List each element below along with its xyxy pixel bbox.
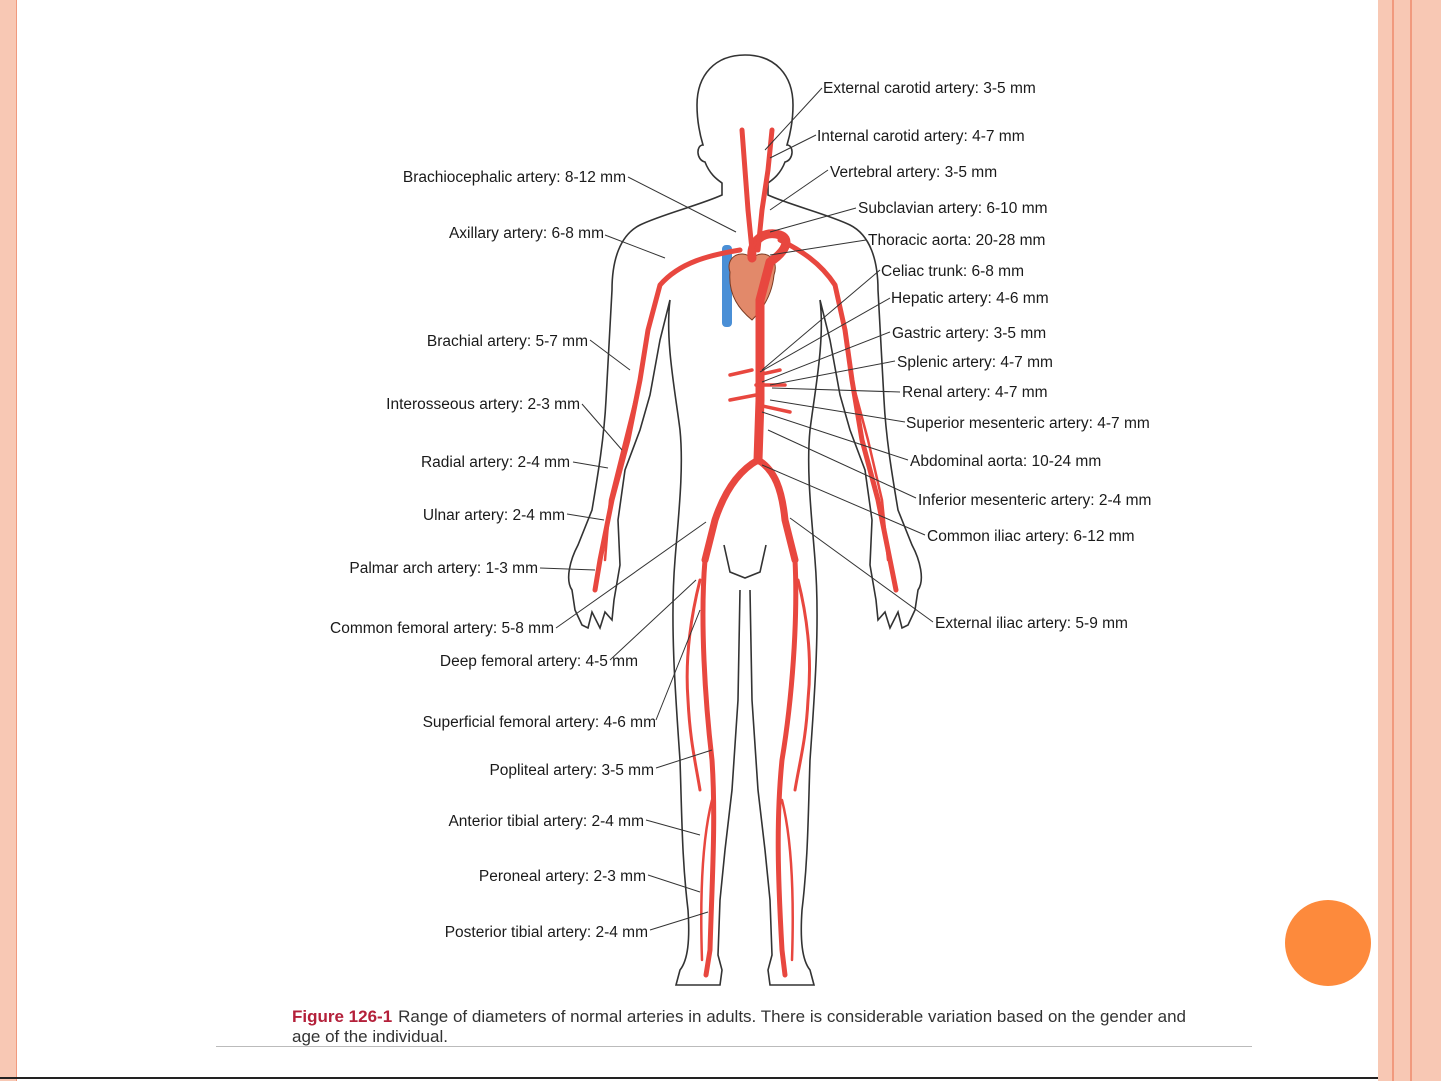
label-internal-carotid: Internal carotid artery: 4-7 mm	[817, 128, 1025, 145]
figure-label: Figure 126-1	[292, 1007, 393, 1026]
label-thoracic-aorta: Thoracic aorta: 20-28 mm	[868, 232, 1046, 249]
label-interosseous: Interosseous artery: 2-3 mm	[386, 396, 580, 413]
label-splenic: Splenic artery: 4-7 mm	[897, 354, 1053, 371]
labels-left	[330, 169, 656, 941]
label-axillary: Axillary artery: 6-8 mm	[448, 225, 604, 242]
label-anterior-tibial: Anterior tibial artery: 2-4 mm	[448, 813, 644, 830]
label-hepatic: Hepatic artery: 4-6 mm	[891, 290, 1049, 307]
label-brachiocephalic: Brachiocephalic artery: 8-12 mm	[402, 169, 626, 186]
label-superior-mesenteric: Superior mesenteric artery: 4-7 mm	[906, 415, 1150, 432]
label-popliteal: Popliteal artery: 3-5 mm	[489, 762, 654, 779]
label-gastric: Gastric artery: 3-5 mm	[892, 325, 1047, 342]
label-ulnar: Ulnar artery: 2-4 mm	[422, 507, 565, 524]
label-external-carotid: External carotid artery: 3-5 mm	[823, 80, 1036, 97]
label-celiac-trunk: Celiac trunk: 6-8 mm	[881, 263, 1024, 280]
label-common-iliac: Common iliac artery: 6-12 mm	[927, 528, 1135, 545]
label-renal: Renal artery: 4-7 mm	[902, 384, 1048, 401]
label-deep-femoral: Deep femoral artery: 4-5 mm	[439, 653, 638, 670]
label-abdominal-aorta: Abdominal aorta: 10-24 mm	[910, 453, 1102, 470]
labels-right	[817, 80, 1151, 632]
label-inferior-mesenteric: Inferior mesenteric artery: 2-4 mm	[918, 492, 1152, 509]
label-brachial: Brachial artery: 5-7 mm	[426, 333, 588, 350]
label-common-femoral: Common femoral artery: 5-8 mm	[330, 620, 554, 637]
label-palmar-arch: Palmar arch artery: 1-3 mm	[349, 560, 538, 577]
figure-caption-text: Range of diameters of normal arteries in adults. There is considerable variation based on the gender and age of the individual.	[292, 1007, 1186, 1046]
label-subclavian: Subclavian artery: 6-10 mm	[858, 200, 1048, 217]
label-posterior-tibial: Posterior tibial artery: 2-4 mm	[444, 924, 648, 941]
label-external-iliac: External iliac artery: 5-9 mm	[935, 615, 1128, 632]
caption-rule	[216, 1046, 1252, 1047]
label-superficial-femoral: Superficial femoral artery: 4-6 mm	[422, 714, 656, 731]
label-radial: Radial artery: 2-4 mm	[420, 454, 570, 471]
label-vertebral: Vertebral artery: 3-5 mm	[830, 164, 998, 181]
figure-caption	[292, 1007, 1192, 1047]
label-peroneal: Peroneal artery: 2-3 mm	[478, 868, 646, 885]
